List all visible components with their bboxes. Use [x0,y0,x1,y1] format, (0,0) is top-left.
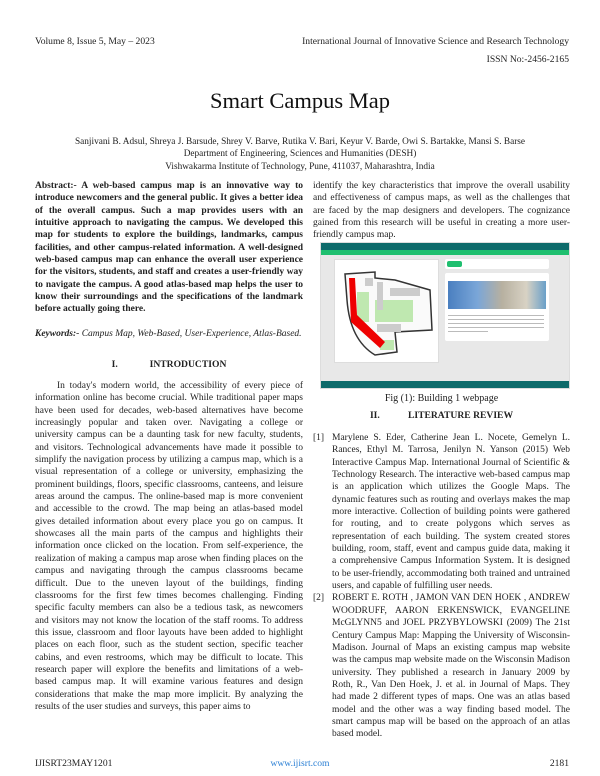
reference-number: [1] [313,433,325,443]
keywords-text: Campus Map, Web-Based, User-Experience, Atlas-Based. [79,329,302,339]
keywords-label: Keywords:- [35,329,80,339]
building-info-card [445,273,549,341]
reference-list [313,432,570,741]
issn: ISSN No:-2456-2165 [486,54,569,65]
running-header-journal: International Journal of Innovative Science and Research Technology [302,36,569,47]
footer-website-link[interactable]: www.ijisrt.com [270,758,330,769]
figure-search-bar [445,259,549,269]
reference-text: Marylene S. Eder, Catherine Jean L. Nocete, Gemelyn L. Rances, Ethyl M. Tarrosa, Jenilyn N. Yanson (2015) Web Interactive Campus Map. International Journal of Scientific & Technology Research. The interactive web-based campus map is an application which utilizes the Google Maps. The dynamic features such as routing and overlays makes the map more interactive. Collection of building points were gathered for routing, and to create polygons which serves as representation of each building. The system created stores building, room, staff, event and campus guide data, making it a comprehensive Campus Information System. It is designed to be user-friendly, accommodating both trained and untrained users, and capable of fulfilling user needs. [332,433,570,592]
campus-map-image [334,259,439,363]
section-title: LITERATURE REVIEW [407,410,514,421]
figure-title-bar [321,243,569,250]
authors: Sanjivani B. Adsul, Shreya J. Barsude, Shrey V. Barve, Rutika V. Bari, Keyur V. Barde, Owi S. Bartakke, Mansi S. Barse [74,137,526,147]
section-heading-introduction [35,359,303,370]
section-title: INTRODUCTION [149,359,227,370]
reference-item [313,432,570,592]
paper-title: Smart Campus Map [210,88,390,113]
running-header-volume: Volume 8, Issue 5, May – 2023 [35,36,155,47]
footer-paper-id: IJISRT23MAY1201 [35,758,113,769]
figure-building-webpage [320,242,570,389]
section-number: I. [111,359,118,370]
reference-text: ROBERT E. ROTH , JAMON VAN DEN HOEK , ANDREW WOODRUFF, AARON ERKENSWICK, EVANGELINE McGLYNN5 and JOEL PRZYBYLOWSKI (2009) The 21st Century Campus Map: Mapping the University of Wisconsin-Madison. Journal of Maps an existing campus map website was the campus map website made on the Wisconsin Madison university. They published a research in January 2009 by Roth, R., Van Den Hoek, J. et al. in Journal of Maps. They had made 2 different types of maps. One was an atlas based model and the other was a way finding based model. The smart campus map will be based on the approach of an atlas based model. [332,593,570,740]
department: Department of Engineering, Sciences and Humanities (DESH) [183,149,417,160]
institute: Vishwakarma Institute of Technology, Pune, 411037, Maharashtra, India [165,161,435,172]
figure-nav-bar [321,250,569,255]
figure-caption: Fig (1): Building 1 webpage [384,393,499,404]
reference-number: [2] [313,593,325,604]
section-heading-literature-review [313,410,570,421]
figure-footer-bar [321,381,569,388]
introduction-text: In today's modern world, the accessibility of every piece of information online has become crucial. While traditional paper maps have been used for decades, web-based alternatives have become increasingly popular and taken over. Navigating a college or university campus can be a daunting task for new faculty, students, and visitors. Technological advancements have made it possible to simplify the navigation process by utilizing a campus map, which is a visual representation of a college or university, emphasizing the prominent buildings, floors, specific classrooms, canteens, and leisure areas around the campus. The online-based map is more convenient and accessible to the crowd. The map being an atlas-based model gives detailed information about every place you go on campus. It showcases all the main parts of the campus and highlights their information once clicked on the location. From self-experience, the realization of making a campus map arose when finding places on the campus and navigating through the campus classrooms became difficult. Due to the uneven layout of the buildings, finding classrooms for the first few times becomes challenging. Finding specific faculty members can also be a tedious task, as newcomers and visitors may not know the location of the staff rooms. To address this issue, classroom and floor layouts have been added to highlight places on each floor, such as the student section, specific teacher cabins, and even restrooms, which may be difficult to locate. This research paper will explore the benefits and limitations of a web-based campus map. It will examine various features and design considerations that make the map more implicit. By analyzing the results of the user studies and surveys, this paper aims to [35,381,303,712]
author-block [0,136,600,173]
keywords [35,328,303,340]
section-number: II. [369,410,380,421]
page-number: 2181 [549,758,569,769]
building-photo [448,281,546,309]
abstract: Abstract:- A web-based campus map is an innovative way to introduce newcomers and the general public. It gives a better idea of the overall campus. Such a map provides users with an intuitive approach to navigating the campus. We developed this map for students to explore the buildings, landmarks, campus facilities, and other campus-related information. A well-designed web-based campus map can enhance the overall user experience for the visitors, students, and staff and creates a user-friendly way to navigate the campus. A good atlas-based map helps the user to know their surroundings and the specifications of the landmark before actually going there. [35,181,303,315]
reference-item [313,592,570,740]
introduction-continued: identify the key characteristics that improve the overall usability and effectiveness of campus maps, as well as the challenges that are faced by the map designers and developers. The cognizance gained from this research will be useful in creating a more user-friendly campus map. [313,181,570,241]
